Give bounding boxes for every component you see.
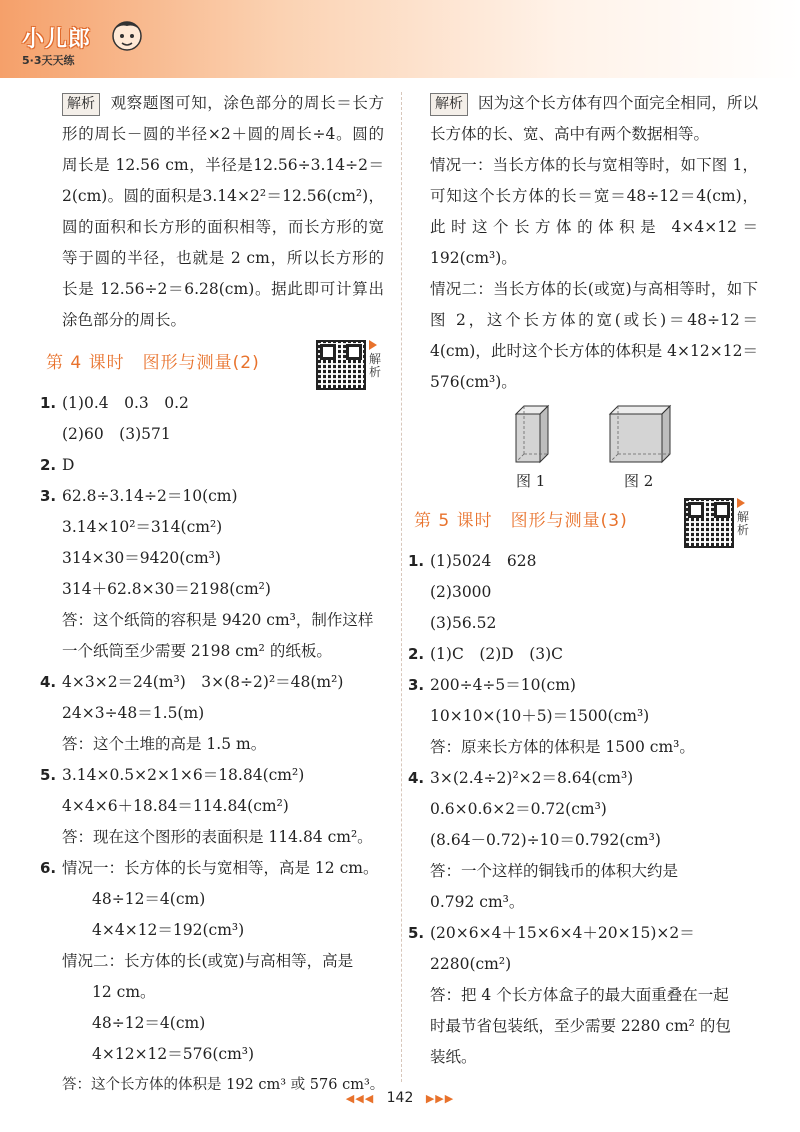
analysis-paragraph — [430, 88, 758, 398]
answer-line: 0.6×0.6×2＝0.72(cm³) — [430, 800, 607, 818]
figure-1-cuboid — [514, 404, 550, 464]
question-3 — [408, 670, 758, 763]
qr-code-icon[interactable] — [316, 340, 366, 390]
analysis-tag: 解析 — [62, 93, 100, 116]
analysis-line: 因为这个长方体有四个面完全相 — [478, 94, 696, 112]
answer-line: 装纸。 — [430, 1048, 477, 1066]
qr-code-icon[interactable] — [684, 498, 734, 548]
answer-line: 4×4×12＝192(cm³) — [92, 921, 245, 939]
question-number: 1. — [408, 552, 425, 570]
analysis-line: 的面积相等，而长方形的宽等于圆的半径， — [62, 218, 384, 267]
section-header-lesson-5 — [414, 498, 758, 542]
answer-line: 4×12×12＝576(cm³) — [92, 1045, 255, 1063]
figure-1-label: 图 1 — [516, 472, 546, 490]
answer-line: 2280(cm²) — [430, 955, 512, 973]
answer-line: 10×10×(10＋5)＝1500(cm³) — [430, 707, 650, 725]
logo-subtitle: 5·3天天练 — [22, 54, 75, 67]
question-1 — [40, 388, 384, 450]
analysis-line: 如下图 2，这个长方体的宽(或长)＝48÷ — [430, 280, 758, 329]
question-2 — [40, 450, 384, 481]
analysis-line: 12×12＝576(cm³)。 — [430, 342, 758, 391]
answer-line: 3.14×10²＝314(cm²) — [62, 518, 223, 536]
play-icon — [737, 498, 745, 508]
answer-line: 314＋62.8×30＝2198(cm²) — [62, 580, 271, 598]
analysis-line: 情况二：当长方体的长(或宽)与高相等时， — [430, 280, 727, 298]
qr-label: 解析 — [369, 352, 382, 379]
answer-line: 12 cm。 — [92, 983, 156, 1001]
answer-line: 时最节省包装纸，至少需要 2280 cm² 的包 — [430, 1017, 731, 1035]
play-icon — [369, 340, 377, 350]
answer-line: (1)0.4 0.3 0.2 — [62, 394, 189, 412]
column-divider — [401, 92, 402, 1082]
analysis-line: 4(cm)，此时这个长方体的体积是 4×4× — [430, 187, 758, 236]
question-number: 4. — [40, 673, 57, 691]
answer-line: (8.64－0.72)÷10＝0.792(cm³) — [430, 831, 661, 849]
answer-line: 48÷12＝4(cm) — [92, 1014, 206, 1032]
answer-line: (1)5024 628 — [430, 552, 537, 570]
answer-line: 答：把 4 个长方体盒子的最大面重叠在一起 — [430, 986, 729, 1004]
logo-title: 小儿郎 — [22, 27, 92, 52]
answer-line: 4×3×2＝24(m³) 3×(8÷2)²＝48(m²) — [62, 673, 344, 691]
section-title: 第 5 课时 图形与测量(3) — [414, 511, 628, 531]
question-number: 2. — [40, 456, 57, 474]
answer-line: 答：原来长方体的体积是 1500 cm³。 — [430, 738, 695, 756]
answer-line: 答：一个这样的铜钱币的体积大约是 — [430, 862, 679, 880]
analysis-line: 12＝192(cm³)。 — [430, 218, 758, 267]
right-arrows-icon: ▶▶▶ — [425, 1092, 455, 1105]
page-number: 142 — [386, 1090, 414, 1106]
answer-line: 48÷12＝4(cm) — [92, 890, 206, 908]
analysis-line: 同，所以长方体的长、宽、高中有两个数据 — [430, 94, 758, 143]
question-number: 2. — [408, 645, 425, 663]
analysis-line: 2＝6.28(cm)。据此即可计算出涂色部分 — [62, 280, 384, 329]
analysis-line: 长方形的周长－圆的半径×2＋圆的周 — [62, 94, 384, 143]
analysis-tag: 解析 — [430, 93, 468, 116]
question-4 — [408, 763, 758, 918]
qr-code-lesson-4[interactable] — [316, 340, 382, 390]
question-2 — [408, 639, 758, 670]
question-number: 5. — [40, 766, 57, 784]
analysis-line: 12＝4(cm)，此时这个长方体的体积是 4× — [430, 311, 758, 360]
question-number: 4. — [408, 769, 425, 787]
question-number: 3. — [40, 487, 57, 505]
qr-code-lesson-5[interactable] — [684, 498, 750, 548]
answer-line: (1)C (2)D (3)C — [430, 645, 564, 663]
analysis-line: 观察题图可知，涂色部分的周长＝ — [110, 94, 353, 112]
question-number: 1. — [40, 394, 57, 412]
answer-line: 24×3÷48＝1.5(m) — [62, 704, 205, 722]
section-header-lesson-4 — [46, 340, 384, 384]
answer-line: 0.792 cm³。 — [430, 893, 525, 911]
answer-line: 3.14×0.5×2×1×6＝18.84(cm²) — [62, 766, 305, 784]
figure-2-cuboid — [608, 404, 672, 464]
question-1 — [408, 546, 758, 639]
question-6 — [40, 853, 385, 1101]
answer-line: 62.8÷3.14÷2＝10(cm) — [62, 487, 238, 505]
answer-line: 答：这个长方体的体积是 192 cm³ 或 576 cm³。 — [62, 1077, 385, 1093]
question-5 — [408, 918, 758, 1073]
analysis-line: 相等。 — [662, 125, 710, 143]
answer-line: (2)60 (3)571 — [62, 425, 171, 443]
question-5 — [40, 760, 384, 853]
analysis-paragraph — [62, 88, 384, 336]
analysis-line: 3.14×2²＝12.56(cm²)，圆的面积和长方形 — [62, 187, 384, 236]
analysis-line: 的周长。 — [124, 311, 187, 329]
question-number: 5. — [408, 924, 425, 942]
analysis-line: 12.56÷3.14÷2＝2(cm)。圆的面积是 — [62, 156, 384, 205]
answer-line: (2)3000 — [430, 583, 492, 601]
answer-line: (3)56.52 — [430, 614, 497, 632]
answer-line: 3×(2.4÷2)²×2＝8.64(cm³) — [430, 769, 634, 787]
left-column — [40, 88, 385, 1101]
analysis-line: 长÷4。圆的周长是 12.56 cm，半径是 — [62, 125, 384, 174]
right-column — [408, 88, 758, 1073]
question-4 — [40, 667, 384, 760]
answer-line: 答：这个土堆的高是 1.5 m。 — [62, 735, 267, 753]
qr-label: 解析 — [737, 510, 750, 537]
answer-line: 一个纸筒至少需要 2198 cm² 的纸板。 — [62, 642, 332, 660]
answer-line: 200÷4÷5＝10(cm) — [430, 676, 576, 694]
analysis-line: 可知这个长方体的长＝宽＝48÷12＝ — [430, 187, 697, 205]
answer-line: 情况一：长方体的长与宽相等，高是 12 cm。 — [62, 859, 379, 877]
mascot-icon — [110, 16, 144, 56]
answer-line: 情况二：长方体的长(或宽)与高相等，高是 — [62, 952, 354, 970]
figures — [430, 404, 758, 494]
page-footer — [0, 1090, 800, 1106]
question-number: 6. — [40, 859, 57, 877]
answer-line: D — [62, 456, 75, 474]
analysis-line: 也就是 2 cm，所以长方形的长是 12.56÷ — [62, 249, 384, 298]
section-title: 第 4 课时 图形与测量(2) — [46, 353, 260, 373]
question-number: 3. — [408, 676, 425, 694]
answer-line: 答：这个纸筒的容积是 9420 cm³，制作这样 — [62, 611, 374, 629]
answer-line: (20×6×4＋15×6×4＋20×15)×2＝ — [430, 924, 695, 942]
question-3 — [40, 481, 384, 667]
analysis-line: 情况一：当长方体的长与宽相等时，如下图 1， — [430, 156, 758, 174]
figure-2-label: 图 2 — [624, 472, 654, 490]
answer-line: 314×30＝9420(cm³) — [62, 549, 221, 567]
answer-line: 4×4×6＋18.84＝114.84(cm²) — [62, 797, 289, 815]
left-arrows-icon: ◀◀◀ — [345, 1092, 375, 1105]
answer-line: 答：现在这个图形的表面积是 114.84 cm²。 — [62, 828, 373, 846]
